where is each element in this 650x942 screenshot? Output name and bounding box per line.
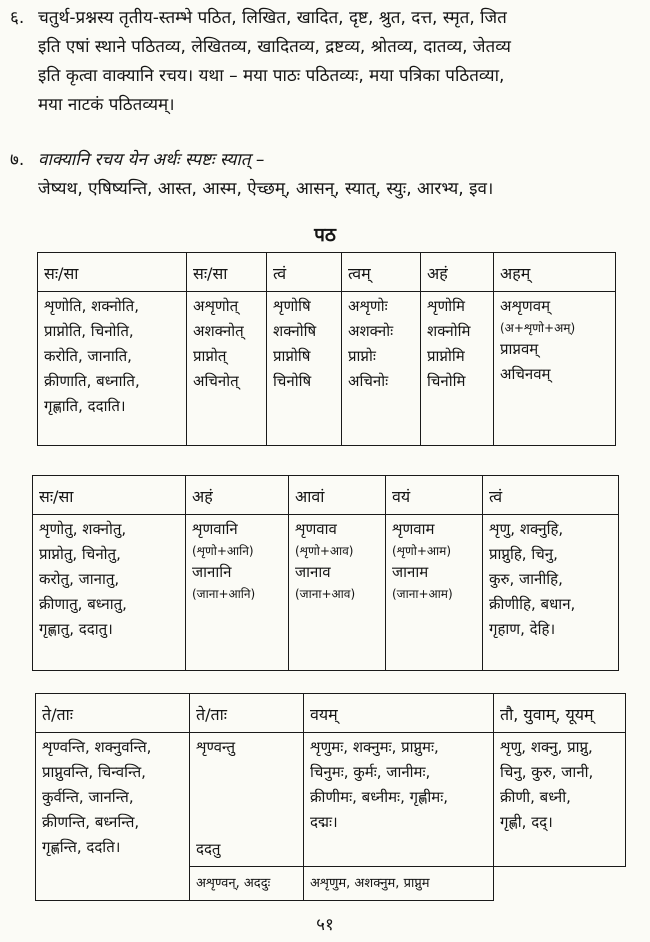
cell-line: शृणुमः, शक्नुमः, प्राप्नुमः, <box>310 738 439 756</box>
question-7-word-list: जेष्यथ, एषिष्यन्ति, आस्त, आस्म, ऐच्छम्, आसन्, स्यात्, स्युः, आरभ्य, इव। <box>38 179 494 199</box>
cell-line: गृह्णन्ति, ददति। <box>42 838 121 856</box>
table-header-cell: अहं <box>186 476 289 515</box>
cell-line: जानाव <box>295 563 331 581</box>
question-6-line: इति एषां स्थाने पठितव्य, लेखितव्य, खादितव्य, द्रष्टव्य, श्रोतव्य, दातव्य, जेतव्य <box>38 37 511 57</box>
cell-line: शृण्वन्तु <box>196 738 236 756</box>
cell-line: चिनोषि <box>273 372 312 390</box>
cell-line: अशृण्वन्, अददुः <box>196 876 271 891</box>
cell-line: शृण्वन्ति, शक्नुवन्ति, <box>42 738 152 756</box>
table-cell <box>483 515 619 671</box>
table-cell <box>190 733 304 867</box>
table-body-row <box>36 733 626 867</box>
conjugation-table-1 <box>37 252 616 446</box>
cell-line: शृणु, शक्नु, प्राप्नु, <box>500 738 593 756</box>
cell-line: क्रीणीहि, बधान, <box>489 595 576 613</box>
table-cell <box>33 515 186 671</box>
table-cell <box>386 515 483 671</box>
table-cell <box>186 515 289 671</box>
cell-line: प्राप्नोमि <box>427 347 465 365</box>
cell-line: चिनु, कुरु, जानी, <box>500 763 594 781</box>
table-cell <box>190 867 304 901</box>
cell-line: क्रीणीमः, बध्नीमः, गृह्णीमः, <box>310 788 449 806</box>
table-header-row <box>36 694 626 733</box>
cell-line: शृणोति, शक्नोति, <box>44 297 139 315</box>
cell-note: (जाना+आव) <box>295 587 356 601</box>
cell-line: चिनुमः, कुर्मः, जानीमः, <box>310 763 431 781</box>
cell-line: अचिनोत् <box>193 372 239 390</box>
cell-note: (अ+शृणो+अम्) <box>500 321 576 335</box>
table-cell <box>36 733 190 901</box>
cell-line: करोति, जानाति, <box>44 347 132 365</box>
table-cell <box>187 292 267 446</box>
table-header-row <box>33 476 619 515</box>
table-header-cell: वयम् <box>304 694 494 733</box>
cell-line: शृणोमि <box>427 297 466 315</box>
question-7-number: ७. <box>10 150 25 170</box>
cell-line: ददतु <box>196 840 221 858</box>
cell-line: अचिनवम् <box>500 365 551 383</box>
table-header-cell: तौ, युवाम्, यूयम् <box>494 694 626 733</box>
table-cell <box>494 867 626 901</box>
table-cell <box>304 867 494 901</box>
table-body-row <box>38 292 616 446</box>
cell-line: अचिनोः <box>348 372 389 390</box>
cell-line: गृह्णाति, ददाति। <box>44 397 126 415</box>
cell-line: प्राप्नोति, चिनोति, <box>44 322 134 340</box>
cell-line: प्राप्नोः <box>348 347 376 365</box>
cell-line: जानाम <box>392 563 429 581</box>
table-header-cell: आवां <box>289 476 386 515</box>
cell-line: दद्मः। <box>310 813 338 831</box>
table-cell <box>38 292 187 446</box>
cell-line: प्राप्नुवन्ति, चिन्वन्ति, <box>42 763 146 781</box>
table-header-row <box>38 253 616 292</box>
cell-line: अशृणोत् <box>193 297 239 315</box>
cell-line: शृणवाम <box>392 520 435 538</box>
cell-line: प्राप्नुहि, चिनु, <box>489 545 558 563</box>
cell-note: (शृणो+आनि) <box>192 544 254 558</box>
cell-line: अशक्नोः <box>348 322 394 340</box>
cell-line: चिनोमि <box>427 372 466 390</box>
table-header-cell: वयं <box>386 476 483 515</box>
cell-line: अशृणवम् <box>500 297 551 315</box>
question-7 <box>10 146 642 204</box>
conjugation-table-3 <box>35 693 626 901</box>
table-body-row <box>33 515 619 671</box>
question-6-line: चतुर्थ-प्रश्नस्य तृतीय-स्तम्भे पठित, लिखित, खादित, दृष्ट, श्रुत, दत्त, स्मृत, जित <box>38 8 507 28</box>
cell-line: प्राप्नोषि <box>273 347 311 365</box>
table-header-cell: सः/सा <box>187 253 267 292</box>
cell-line: शृणवाव <box>295 520 337 538</box>
table-cell <box>421 292 494 446</box>
table-header-cell: त्वं <box>267 253 342 292</box>
cell-line: कुरु, जानीहि, <box>489 570 563 588</box>
table-header-cell: सः/सा <box>33 476 186 515</box>
cell-note: (जाना+आनि) <box>192 587 256 601</box>
table-header-cell: त्वम् <box>342 253 421 292</box>
cell-line: अशृणुम, अशक्नुम, प्राप्नुम <box>310 876 430 891</box>
cell-line: शृणवानि <box>192 520 238 538</box>
cell-line: क्रीणाति, बध्नाति, <box>44 372 140 390</box>
cell-note: (शृणो+आव) <box>295 544 354 558</box>
cell-line: शृणु, शक्नुहि, <box>489 520 564 538</box>
cell-line: क्रीणन्ति, बध्नन्ति, <box>42 813 140 831</box>
question-6-line: इति कृत्वा वाक्यानि रचय। यथा – मया पाठः पठितव्यः, मया पत्रिका पठितव्या, <box>38 66 505 86</box>
cell-line: गृह्णातु, ददातु। <box>39 620 113 638</box>
cell-line: करोतु, जानातु, <box>39 570 120 588</box>
table-cell <box>494 733 626 867</box>
table-header-cell: त्वं <box>483 476 619 515</box>
table-header-cell: ते/ताः <box>36 694 190 733</box>
cell-line: क्रीणी, बध्नी, <box>500 788 571 806</box>
question-6-number: ६. <box>10 8 25 28</box>
cell-line: शक्नोमि <box>427 322 471 340</box>
cell-line: अशृणोः <box>348 297 388 315</box>
question-6-line: मया नाटकं पठितव्यम्। <box>38 95 175 115</box>
cell-line: शक्नोषि <box>273 322 317 340</box>
cell-line: कुर्वन्ति, जानन्ति, <box>42 788 134 806</box>
table-header-cell: सः/सा <box>38 253 187 292</box>
cell-note: (शृणो+आम) <box>392 544 451 558</box>
question-6 <box>10 4 642 120</box>
table-header-cell: ते/ताः <box>190 694 304 733</box>
cell-line: प्राप्नोत् <box>193 347 227 365</box>
conjugation-table-2 <box>32 475 619 671</box>
cell-line: जानानि <box>192 563 232 581</box>
table-header-cell: अहम् <box>494 253 616 292</box>
cell-line: प्राप्नवम् <box>500 340 539 358</box>
cell-line: शृणोतु, शक्नोतु, <box>39 520 127 538</box>
table-header-cell: अहं <box>421 253 494 292</box>
cell-line: शृणोषि <box>273 297 311 315</box>
table-cell <box>289 515 386 671</box>
table-cell <box>304 733 494 867</box>
question-7-instruction: वाक्यानि रचय येन अर्थः स्पष्टः स्यात् – <box>38 150 265 170</box>
page-number: ५१ <box>316 915 334 935</box>
table-cell <box>494 292 616 446</box>
table-cell <box>267 292 342 446</box>
cell-line: अशक्नोत् <box>193 322 244 340</box>
cell-line: गृह्णी, दद्। <box>500 813 553 831</box>
table-cell <box>342 292 421 446</box>
cell-line: क्रीणातु, बध्नातु, <box>39 595 127 613</box>
section-heading: पठ <box>314 224 336 246</box>
cell-line: प्राप्नोतु, चिनोतु, <box>39 545 121 563</box>
cell-note: (जाना+आम) <box>392 587 453 601</box>
cell-line: गृहाण, देहि। <box>489 620 556 638</box>
